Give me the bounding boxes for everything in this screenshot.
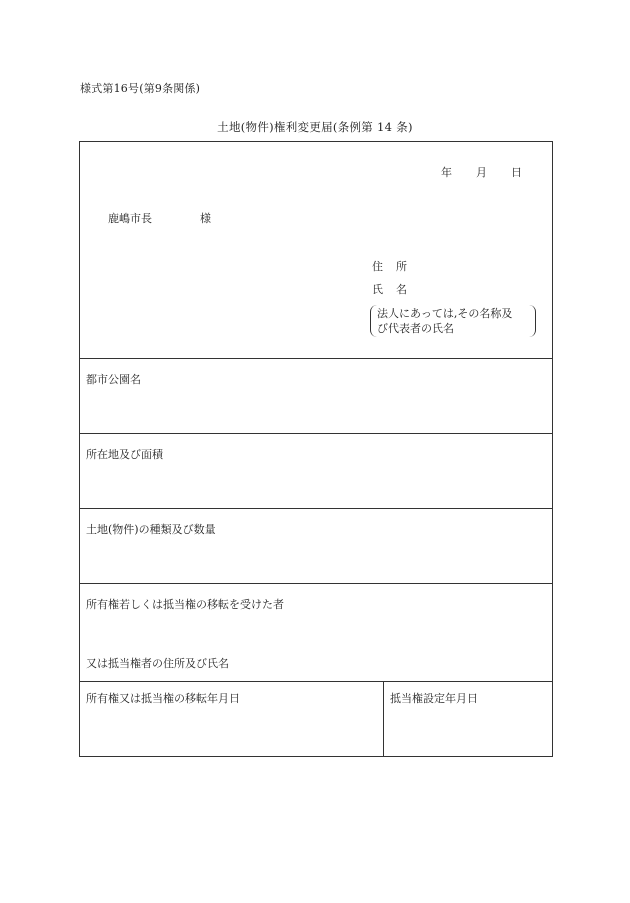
day-label: 日 — [511, 166, 522, 179]
park-name-row[interactable] — [80, 359, 552, 434]
date-line — [441, 164, 522, 180]
corporate-note-line2: び代表者の氏名 — [377, 322, 454, 335]
transferee-row[interactable] — [80, 584, 552, 682]
dates-row — [80, 682, 552, 756]
corporate-note — [370, 305, 536, 337]
transfer-date-label: 所有権又は抵当権の移転年月日 — [86, 692, 240, 705]
addressee-name: 鹿嶋市長 — [108, 212, 152, 225]
location-area-row[interactable] — [80, 434, 552, 509]
land-kind-label: 土地(物件)の種類及び数量 — [86, 523, 216, 536]
address-label: 住 所 — [372, 260, 407, 273]
form-number: 様式第16号(第9条関係) — [80, 82, 201, 95]
mortgage-date-label: 抵当権設定年月日 — [390, 692, 478, 705]
header-section — [80, 142, 552, 359]
form-title: 土地(物件)権利変更届(条例第 14 条) — [217, 120, 413, 134]
location-area-label: 所在地及び面積 — [86, 448, 163, 461]
year-label: 年 — [441, 166, 452, 179]
form-table — [79, 141, 553, 757]
month-label: 月 — [476, 166, 487, 179]
land-kind-row[interactable] — [80, 509, 552, 584]
applicant-block — [372, 255, 407, 301]
transferee-label-1: 所有権若しくは抵当権の移転を受けた者 — [86, 598, 284, 611]
addressee — [108, 210, 211, 226]
corporate-note-line1: 法人にあっては,その名称及 — [377, 307, 513, 320]
addressee-honorific: 様 — [200, 212, 211, 225]
park-name-label: 都市公園名 — [86, 373, 141, 386]
transferee-label-2: 又は抵当権者の住所及び氏名 — [86, 657, 229, 670]
name-label: 氏 名 — [372, 283, 407, 296]
column-divider — [383, 682, 384, 756]
